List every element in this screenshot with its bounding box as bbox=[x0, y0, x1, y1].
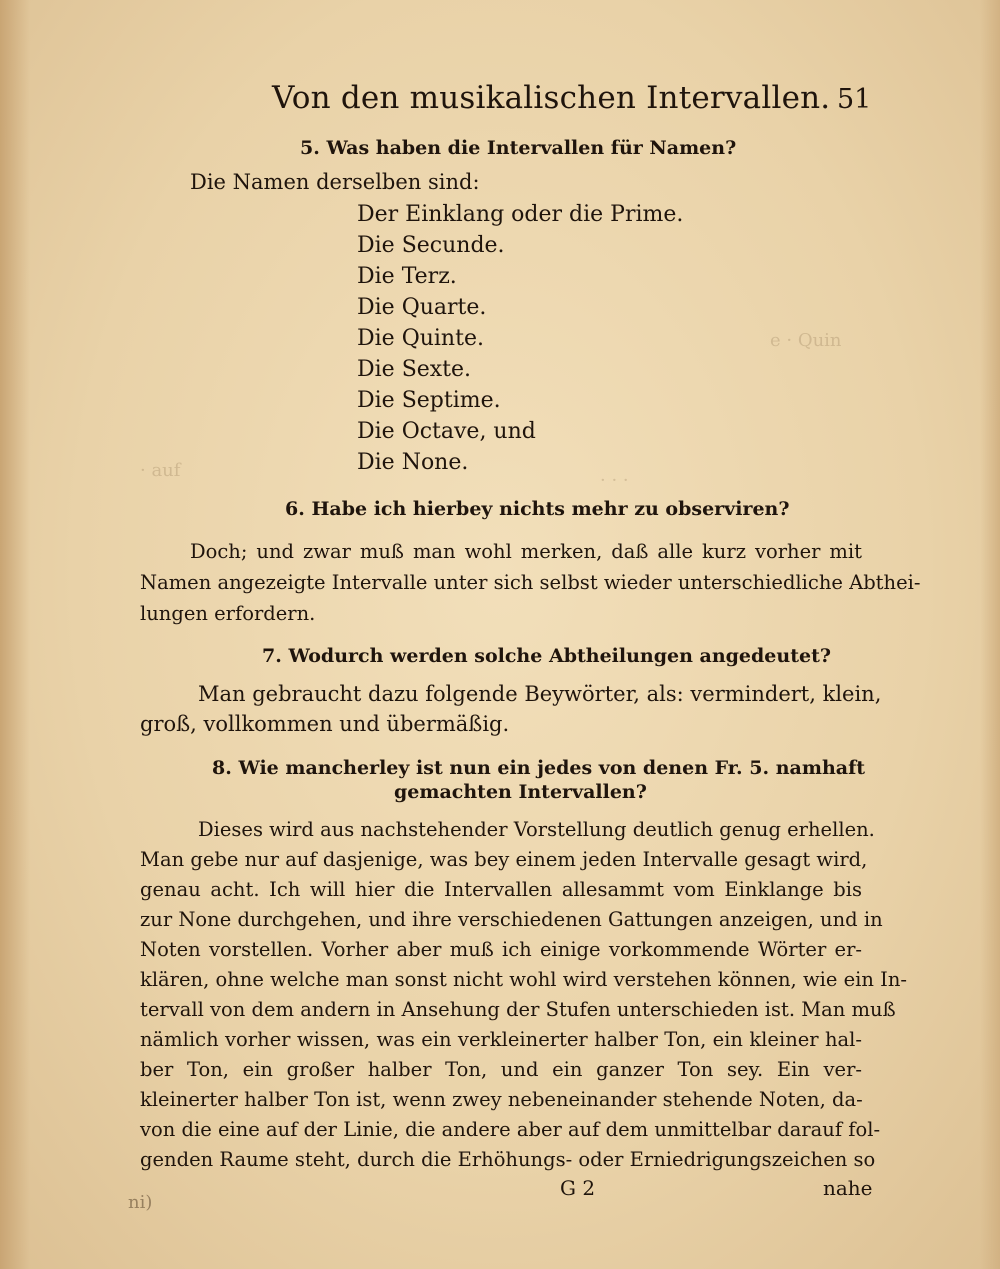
interval-list-item: Die Terz. bbox=[357, 264, 457, 289]
question-5: 5. Was haben die Intervallen für Namen? bbox=[300, 137, 737, 159]
answer-5-intro: Die Namen derselben sind: bbox=[190, 170, 480, 194]
show-through-text: e · Quin bbox=[770, 330, 842, 351]
answer-6-line: Namen angezeigte Intervalle unter sich selbst wieder unterschiedliche Abthei- bbox=[140, 571, 921, 594]
answer-7-line: groß, vollkommen und übermäßig. bbox=[140, 712, 510, 736]
show-through-text: · auf bbox=[140, 460, 181, 481]
answer-8-line: klären, ohne welche man sonst nicht wohl wird verstehen können, wie ein In- bbox=[140, 968, 908, 991]
question-8-line1: 8. Wie mancherley ist nun ein jedes von denen Fr. 5. namhaft bbox=[212, 757, 866, 779]
answer-8-line: Dieses wird aus nachstehender Vorstellung deutlich genug erhellen. bbox=[198, 818, 875, 841]
interval-list-item: Die Secunde. bbox=[357, 233, 505, 258]
interval-list-item: Die Sexte. bbox=[357, 357, 472, 382]
answer-8-line: Man gebe nur auf dasjenige, was bey einem jeden Intervalle gesagt wird, bbox=[140, 848, 868, 871]
interval-list-item: Die Quarte. bbox=[357, 295, 487, 320]
show-through-text: · · · bbox=[600, 470, 629, 491]
catchword: nahe bbox=[823, 1176, 873, 1200]
answer-8-line: ber Ton, ein großer halber Ton, und ein ganzer Ton sey. Ein ver- bbox=[140, 1058, 862, 1081]
answer-7-line: Man gebraucht dazu folgende Beywörter, als: vermindert, klein, bbox=[198, 682, 882, 706]
question-7: 7. Wodurch werden solche Abtheilungen angedeutet? bbox=[262, 645, 831, 667]
answer-6-line: lungen erfordern. bbox=[140, 602, 316, 625]
answer-8-line: Noten vorstellen. Vorher aber muß ich einige vorkommende Wörter er- bbox=[140, 938, 862, 961]
answer-8-line: genau acht. Ich will hier die Intervallen allesammt vom Einklange bis bbox=[140, 878, 862, 901]
interval-list-item: Die Septime. bbox=[357, 388, 501, 413]
answer-8-line: zur None durchgehen, und ihre verschiedenen Gattungen anzeigen, und in bbox=[140, 908, 883, 931]
answer-8-line: nämlich vorher wissen, was ein verkleinerter halber Ton, ein kleiner hal- bbox=[140, 1028, 862, 1051]
answer-8-line: von die eine auf der Linie, die andere aber auf dem unmittelbar darauf fol- bbox=[140, 1118, 881, 1141]
answer-8-line: kleinerter halber Ton ist, wenn zwey nebeneinander stehende Noten, da- bbox=[140, 1088, 863, 1111]
running-header-title: Von den musikalischen Intervallen. bbox=[272, 80, 831, 116]
interval-list-item: Die Quinte. bbox=[357, 326, 484, 351]
question-6: 6. Habe ich hierbey nichts mehr zu observiren? bbox=[285, 498, 790, 520]
page-number: 51 bbox=[837, 84, 872, 115]
interval-list-item: Der Einklang oder die Prime. bbox=[357, 202, 684, 227]
interval-list-item: Die None. bbox=[357, 450, 469, 475]
interval-list-item: Die Octave, und bbox=[357, 419, 536, 444]
margin-mark: ni) bbox=[128, 1192, 153, 1213]
question-8-line2: gemachten Intervallen? bbox=[394, 781, 647, 803]
signature-mark: G 2 bbox=[560, 1176, 596, 1200]
answer-8-line: genden Raume steht, durch die Erhöhungs- oder Erniedrigungszeichen so bbox=[140, 1148, 876, 1171]
answer-6-line: Doch; und zwar muß man wohl merken, daß alle kurz vorher mit bbox=[190, 540, 862, 563]
answer-8-line: tervall von dem andern in Ansehung der Stufen unterschieden ist. Man muß bbox=[140, 998, 896, 1021]
